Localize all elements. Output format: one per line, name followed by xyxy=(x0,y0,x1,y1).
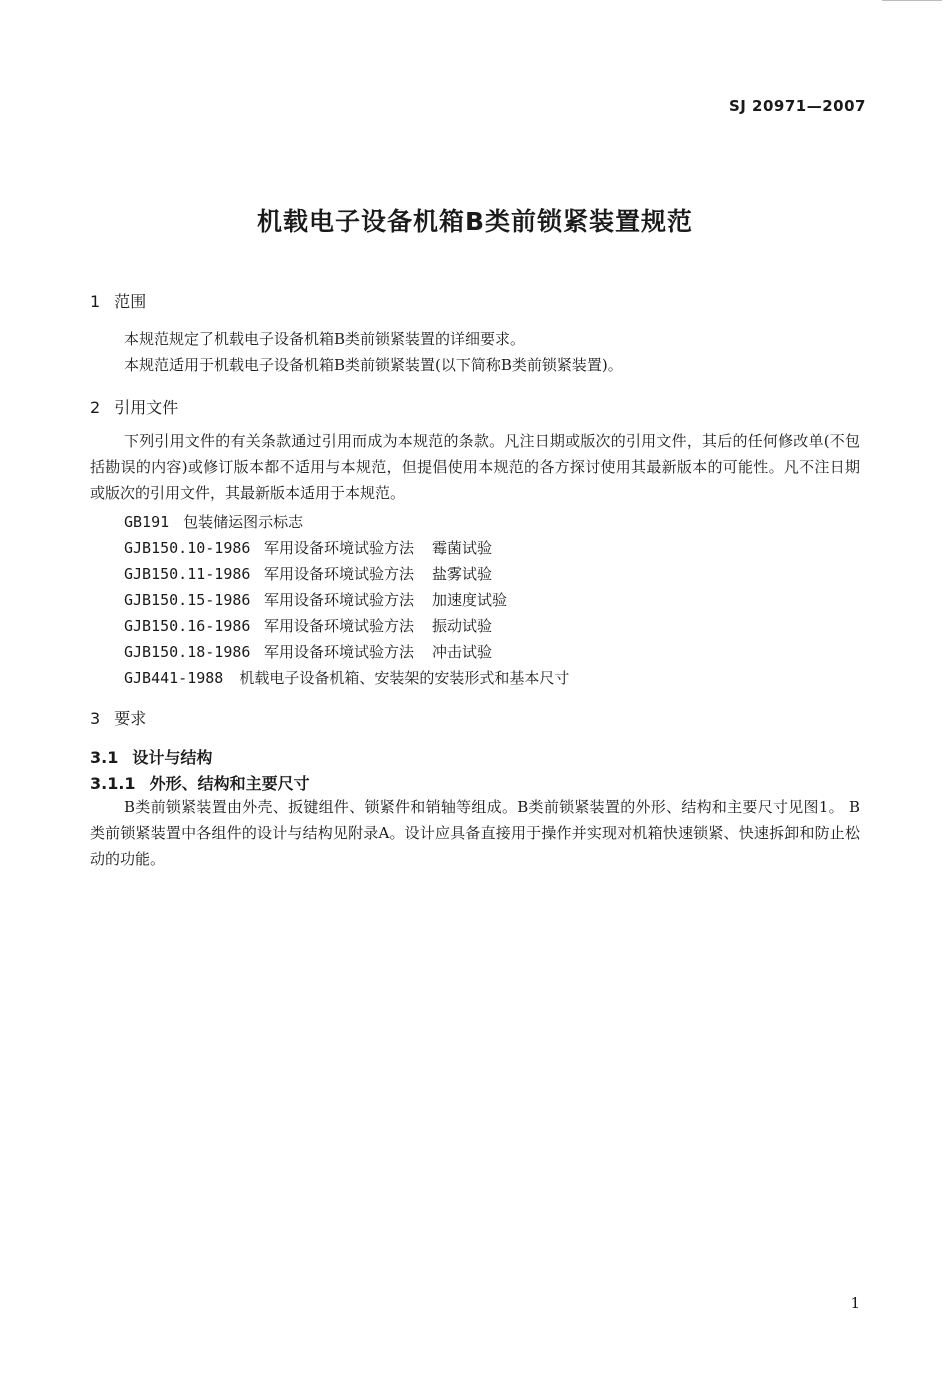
ref-item xyxy=(124,589,507,610)
section-number: 1 xyxy=(90,292,101,311)
ref-item xyxy=(124,537,492,558)
section-title: 要求 xyxy=(114,709,147,728)
ref-test: 加速度试验 xyxy=(432,591,508,609)
ref-name: 军用设备环境试验方法 xyxy=(264,591,415,609)
section-2-paragraph: 下列引用文件的有关条款通过引用而成为本规范的条款。凡注日期或版次的引用文件，其后的任何修改单(不包括勘误的内容)或修订版本都不适用与本规范，但提倡使用本规范的各方探讨使用其最新版本的可能性。凡不注日期或版次的引用文件，其最新版本适用于本规范。 xyxy=(90,432,860,502)
ref-item-gjb441 xyxy=(124,667,569,688)
section-3-1-1-paragraph: B类前锁紧装置由外壳、扳键组件、锁紧件和销轴等组成。B类前锁紧装置的外形、结构和主要尺寸见图1。 B类前锁紧装置中各组件的设计与结构见附录A。设计应具备直接用于操作并实现对机箱快速锁紧、快速拆卸和防止松动的功能。 xyxy=(90,798,860,868)
section-number: 2 xyxy=(90,398,101,417)
ref-name: 机载电子设备机箱、安装架的安装形式和基本尺寸 xyxy=(239,669,570,687)
ref-name: 军用设备环境试验方法 xyxy=(264,565,415,583)
scan-corner-mark xyxy=(882,0,942,3)
section-number: 3 xyxy=(90,709,101,728)
ref-code: GJB150.18-1986 xyxy=(124,643,251,661)
ref-code: GJB150.11-1986 xyxy=(124,565,251,583)
ref-test: 盐雾试验 xyxy=(432,565,493,583)
ref-name: 包装储运图示标志 xyxy=(183,513,304,531)
section-title: 设计与结构 xyxy=(132,748,213,767)
ref-test: 霉菌试验 xyxy=(432,539,493,557)
ref-name: 军用设备环境试验方法 xyxy=(264,539,415,557)
ref-code: GJB150.10-1986 xyxy=(124,539,251,557)
page-number: 1 xyxy=(850,1294,860,1312)
section-number: 3.1 xyxy=(90,748,119,767)
ref-code: GJB150.15-1986 xyxy=(124,591,251,609)
section-1-heading xyxy=(90,289,146,312)
section-title: 范围 xyxy=(114,292,147,311)
ref-name: 军用设备环境试验方法 xyxy=(264,643,415,661)
section-1-para-2: 本规范适用于机载电子设备机箱B类前锁紧装置(以下简称B类前锁紧装置)。 xyxy=(124,356,623,374)
document-title: 机载电子设备机箱B类前锁紧装置规范 xyxy=(256,207,694,236)
section-2-heading xyxy=(90,395,178,418)
ref-item xyxy=(124,563,492,584)
ref-test: 振动试验 xyxy=(432,617,493,635)
ref-test: 冲击试验 xyxy=(432,643,493,661)
ref-code: GJB150.16-1986 xyxy=(124,617,251,635)
ref-name: 军用设备环境试验方法 xyxy=(264,617,415,635)
ref-item xyxy=(124,641,492,662)
ref-code: GJB441-1988 xyxy=(124,669,224,687)
ref-item-gb191 xyxy=(124,511,303,532)
section-number: 3.1.1 xyxy=(90,774,136,793)
section-3-1-heading xyxy=(90,745,212,768)
section-1-para-1: 本规范规定了机载电子设备机箱B类前锁紧装置的详细要求。 xyxy=(124,330,526,348)
section-3-1-1-heading xyxy=(90,771,310,794)
standard-code: SJ 20971—2007 xyxy=(728,97,866,115)
section-title: 引用文件 xyxy=(114,398,179,417)
section-3-heading xyxy=(90,706,146,729)
section-title: 外形、结构和主要尺寸 xyxy=(149,774,310,793)
ref-code: GB191 xyxy=(124,513,170,531)
ref-item xyxy=(124,615,492,636)
